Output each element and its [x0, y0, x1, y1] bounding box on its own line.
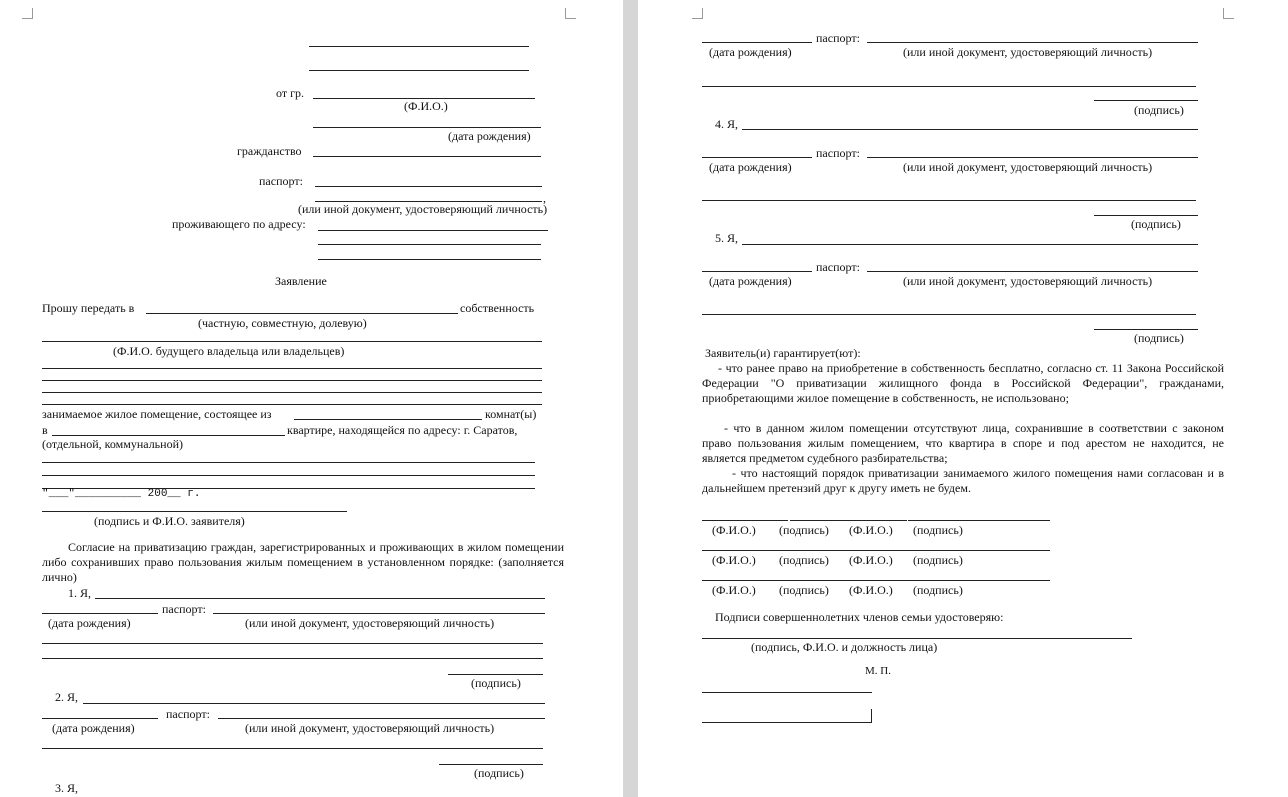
signature-caption-1: (подпись) [471, 676, 521, 690]
passport-comma: , [543, 191, 546, 205]
guarantee-2: - что в данном жилом помещении отсутствуют лица, сохранившие в соответствии с законом право пользования жилым помещением, что квартира в споре и под арестом не находится, не является предметом судебного разбирательства; [702, 421, 1224, 465]
person-2-line [42, 748, 543, 749]
person-4-label: 4. Я, [715, 117, 739, 131]
owner-line [42, 368, 542, 369]
family-signature-line [790, 520, 850, 521]
document-title: Заявление [275, 274, 327, 288]
birth-line-2 [42, 718, 158, 719]
document-page-left [0, 0, 623, 797]
owner-line [42, 380, 542, 381]
person-2-line [83, 703, 545, 704]
consent-paragraph: Согласие на приватизацию граждан, зарегистрированных и проживающих в жилом помещении либо сохранивших право пользования жилым помещением в установленном порядке: (заполняется лично) [42, 540, 564, 584]
apt-types-caption: (отдельной, коммунальной) [42, 437, 183, 451]
guarantee-1: - что ранее право на приобретение в собственность бесплатно, согласно ст. 11 Закона Российской Федерации "О приватизации жилищного фонда в Российской Федерации", гражданами, приобретающими жилое помещение в собственность, не использовано; [702, 361, 1224, 405]
residing-label: проживающего по адресу: [172, 217, 306, 231]
person-1-line [42, 643, 543, 644]
passport-label-1: паспорт: [162, 602, 206, 616]
apartment-type-line [52, 435, 285, 436]
family-signature-line [702, 520, 788, 521]
address-line [318, 259, 541, 260]
fio-caption: (Ф.И.О.) [712, 553, 756, 567]
rooms-line [294, 419, 482, 420]
signature-caption: (подпись) [779, 553, 829, 567]
person-2-label: 2. Я, [55, 690, 79, 704]
signature-line-2 [439, 764, 543, 765]
owner-line [42, 341, 542, 342]
birth-line-3 [702, 42, 812, 43]
request-label: Прошу передать в [42, 301, 135, 315]
family-signature-line [847, 520, 907, 521]
passport-line-5 [867, 271, 1198, 272]
applicant-signature-caption: (подпись и Ф.И.О. заявителя) [94, 514, 245, 528]
family-signature-line [908, 550, 1050, 551]
id-caption-2: (или иной документ, удостоверяющий личность) [245, 721, 495, 735]
passport-line [315, 186, 542, 187]
citizenship-label: гражданство [237, 144, 302, 158]
address-line [42, 462, 535, 463]
in-label: в [42, 423, 48, 437]
signature-line [42, 511, 347, 512]
signature-line-4 [1094, 215, 1198, 216]
birth-caption-3: (дата рождения) [709, 45, 792, 59]
official-sign-line [702, 692, 872, 693]
signature-caption-4: (подпись) [1131, 217, 1181, 231]
passport-label-4: паспорт: [816, 146, 860, 160]
person-1-line [42, 658, 543, 659]
fio-caption: (Ф.И.О.) [849, 523, 893, 537]
person-1-line [95, 598, 545, 599]
fio-caption: (Ф.И.О.) [849, 583, 893, 597]
signature-line-5 [1094, 329, 1198, 330]
family-signature-line [702, 580, 1050, 581]
person-3-label: 3. Я, [55, 781, 79, 795]
address-line [318, 230, 548, 231]
signature-caption-3: (подпись) [1134, 103, 1184, 117]
birth-caption-5: (дата рождения) [709, 274, 792, 288]
birth-caption-4: (дата рождения) [709, 160, 792, 174]
signature-caption: (подпись) [913, 523, 963, 537]
fio-caption: (Ф.И.О.) [849, 553, 893, 567]
rooms-label: комнат(ы) [485, 407, 537, 421]
id-caption-3: (или иной документ, удостоверяющий личность) [903, 45, 1153, 59]
passport-line-1 [213, 613, 545, 614]
person-4-line [702, 200, 1196, 201]
fio-caption: (Ф.И.О.) [712, 523, 756, 537]
signature-line-3 [1094, 100, 1198, 101]
stamp-label: М. П. [865, 665, 891, 677]
signature-caption-2: (подпись) [474, 766, 524, 780]
ownership-label: собственность [460, 301, 535, 315]
birthdate-caption: (дата рождения) [448, 129, 531, 143]
guarantee-title: Заявитель(и) гарантирует(ют): [705, 346, 861, 360]
passport-label: паспорт: [259, 174, 303, 188]
signature-line-1 [448, 674, 543, 675]
crop-mark [1223, 8, 1234, 19]
person-1-label: 1. Я, [68, 586, 92, 600]
crop-mark [22, 8, 33, 19]
person-5-line [742, 244, 1198, 245]
family-signature-line [847, 550, 907, 551]
fio-caption: (Ф.И.О.) [404, 99, 448, 113]
family-signature-line [908, 520, 1050, 521]
guarantee-3: - что настоящий порядок приватизации занимаемого жилого помещения нами согласован и в дальнейшем претензий друг к другу иметь не будем. [702, 466, 1224, 495]
addressee-line [309, 46, 529, 47]
signature-caption: (подпись) [913, 553, 963, 567]
from-label: от гр. [276, 86, 305, 100]
birth-line-4 [702, 157, 812, 158]
ownership-types-caption: (частную, совместную, долевую) [198, 316, 367, 330]
occupied-label: занимаемое жилое помещение, состоящее из [42, 407, 272, 421]
family-signature-line [790, 550, 850, 551]
address-line [42, 475, 535, 476]
signature-caption: (подпись) [779, 523, 829, 537]
owner-line [42, 392, 542, 393]
birthdate-line [313, 127, 541, 128]
date-line: "___"__________ 200__ г. [42, 488, 201, 500]
passport-line-3 [867, 42, 1198, 43]
id-doc-caption: (или иной документ, удостоверяющий личность) [298, 202, 548, 216]
passport-label-2: паспорт: [166, 707, 210, 721]
family-signature-line [702, 550, 788, 551]
crop-mark [692, 8, 703, 19]
address-line [318, 244, 541, 245]
official-sign-line [702, 722, 872, 723]
passport-line-4 [867, 157, 1198, 158]
birth-caption-2: (дата рождения) [52, 721, 135, 735]
signature-caption-5: (подпись) [1134, 331, 1184, 345]
passport-label-3: паспорт: [816, 31, 860, 45]
id-caption-4: (или иной документ, удостоверяющий личность) [903, 160, 1153, 174]
addressee-line [309, 70, 529, 71]
id-caption-1: (или иной документ, удостоверяющий личность) [245, 616, 495, 630]
citizenship-line [313, 156, 541, 157]
future-owner-caption: (Ф.И.О. будущего владельца или владельцев) [113, 344, 345, 358]
person-3-line [702, 86, 1196, 87]
birth-caption-1: (дата рождения) [48, 616, 131, 630]
signature-caption: (подпись) [779, 583, 829, 597]
crop-mark [565, 8, 576, 19]
document-page-right [638, 0, 1288, 797]
id-caption-5: (или иной документ, удостоверяющий личность) [903, 274, 1153, 288]
person-5-label: 5. Я, [715, 231, 739, 245]
passport-line-2 [218, 718, 545, 719]
person-4-line [742, 129, 1198, 130]
birth-line [42, 613, 158, 614]
apartment-label: квартире, находящейся по адресу: г. Саратов, [287, 423, 518, 437]
official-line [702, 638, 1132, 639]
ownership-type-line [146, 313, 458, 314]
text-cursor [871, 709, 872, 722]
birth-line-5 [702, 271, 812, 272]
passport-label-5: паспорт: [816, 260, 860, 274]
owner-line [42, 404, 542, 405]
signature-caption: (подпись) [913, 583, 963, 597]
official-caption: (подпись, Ф.И.О. и должность лица) [751, 640, 938, 654]
certify-label: Подписи совершеннолетних членов семьи удостоверяю: [715, 610, 1004, 624]
person-5-line [702, 314, 1196, 315]
fio-caption: (Ф.И.О.) [712, 583, 756, 597]
